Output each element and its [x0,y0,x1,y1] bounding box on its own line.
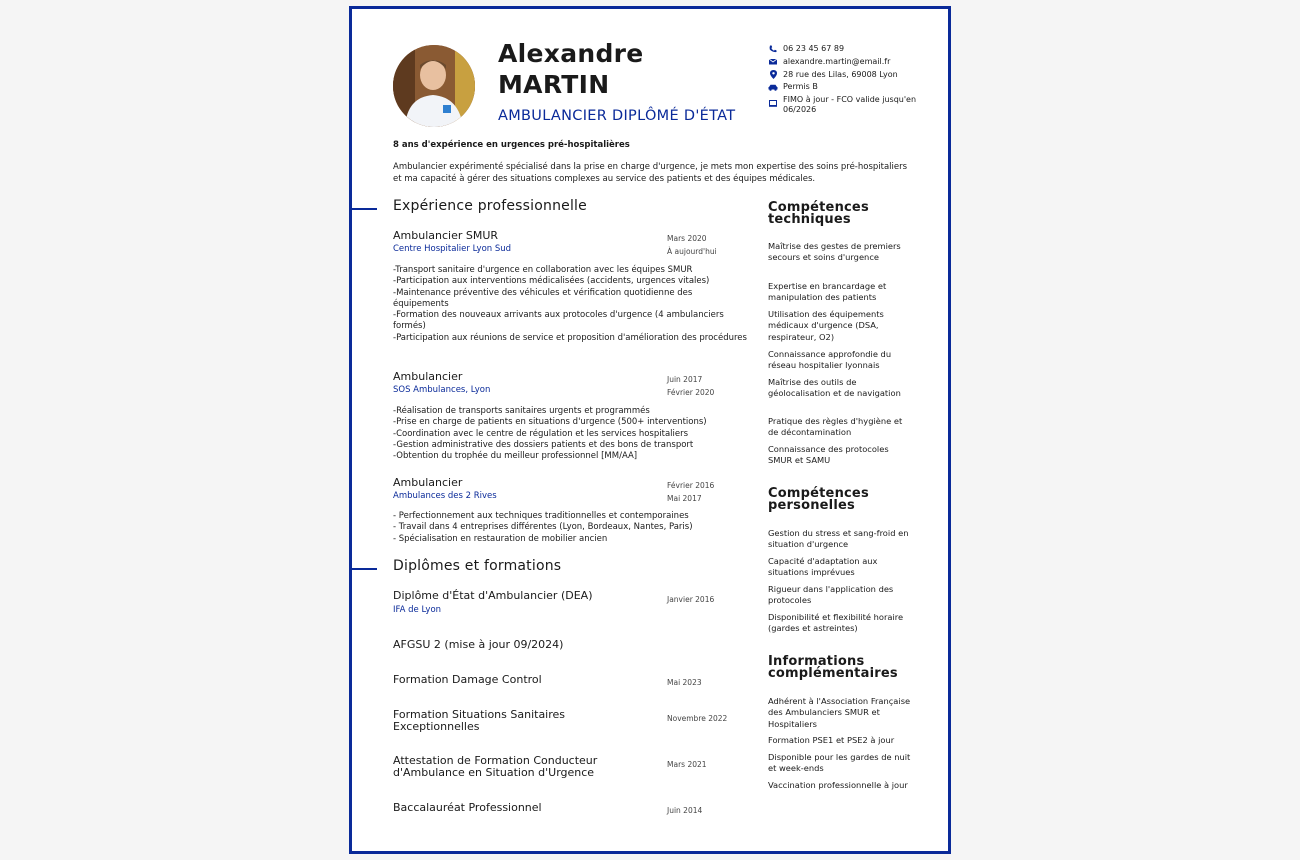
experience-bullets [393,511,748,545]
education-title-item: Baccalauréat Professionnel [393,801,542,814]
profile-summary: Ambulancier expérimenté spécialisé dans la prise en charge d'urgence, je mets mon expertise des soins pré-hospitaliers et ma capacité à gérer des situations complexes au service des patients et des équipes médicales. [393,162,908,184]
experience-date-start: Juin 2017 [667,375,703,384]
skill-item: Pratique des règles d'hygiène et de décontamination [768,416,903,438]
contact-certificate [768,95,928,115]
skill-item: Maîtrise des outils de géolocalisation et de navigation [768,377,901,399]
phone-icon [768,44,778,54]
bullet-item: -Coordination avec le centre de régulation et les services hospitaliers [393,428,689,439]
technical-skills-title: Compétences techniques [768,200,869,227]
education-title: Diplômes et formations [393,558,562,574]
education-title-item: AFGSU 2 (mise à jour 09/2024) [393,638,564,651]
experience-bullets [393,265,748,344]
experience-title: Expérience professionnelle [393,198,587,214]
experience-bullets [393,406,748,462]
education-title-item: Formation Damage Control [393,673,542,686]
education-date: Janvier 2016 [667,595,715,604]
info-item: Disponible pour les gardes de nuit et week-ends [768,752,911,774]
bullet-item: -Maintenance préventive des véhicules et vérification quotidienne des équipements [393,287,693,309]
section-marker [352,568,377,570]
education-title-item: Formation Situations Sanitaires Exceptionnelles [393,708,566,733]
experience-date-start: Mars 2020 [667,234,707,243]
additional-info-title: Informations complémentaires [768,654,898,681]
bullet-item: -Participation aux réunions de service et proposition d'amélioration des procédures [393,332,747,343]
contact-block [768,44,928,118]
personal-skills-title: Compétences personelles [768,486,869,513]
education-date: Juin 2014 [667,806,703,815]
bullet-item: -Prise en charge de patients en situations d'urgence (500+ interventions) [393,417,707,428]
bullet-item: - Spécialisation en restauration de mobilier ancien [393,533,608,544]
last-name: MARTIN [498,70,610,99]
experience-job-title: Ambulancier [393,476,463,489]
certificate-icon [768,98,778,108]
skill-item: Connaissance approfondie du réseau hospitalier lyonnais [768,349,892,371]
education-title-item: Attestation de Formation Conducteur d'Ambulance en Situation d'Urgence [393,754,598,779]
email-icon [768,57,778,67]
experience-date-end: À aujourd'hui [667,247,717,256]
skill-item: Gestion du stress et sang-froid en situation d'urgence [768,528,909,550]
experience-date-end: Février 2020 [667,388,715,397]
contact-email [768,57,928,67]
skill-item: Connaissance des protocoles SMUR et SAMU [768,444,889,466]
bullet-item: -Obtention du trophée du meilleur professionnel [MM/AA] [393,451,638,462]
job-title: AMBULANCIER DIPLÔMÉ D'ÉTAT [498,108,736,124]
contact-address [768,70,928,80]
profile-photo [393,45,475,127]
experience-org: Ambulances des 2 Rives [393,491,497,501]
bullet-item: -Réalisation de transports sanitaires urgents et programmés [393,406,650,416]
contact-text: Permis B [783,82,818,92]
skill-item: Capacité d'adaptation aux situations imprévues [768,556,878,578]
bullet-item: - Perfectionnement aux techniques traditionnelles et contemporaines [393,511,689,521]
car-icon [768,82,778,92]
experience-job-title: Ambulancier [393,370,463,383]
contact-phone [768,44,928,54]
experience-job-title: Ambulancier SMUR [393,229,499,242]
location-icon [768,70,778,80]
experience-date-end: Mai 2017 [667,494,702,503]
tagline: 8 ans d'expérience en urgences pré-hospitalières [393,140,630,150]
skill-item: Maîtrise des gestes de premiers secours et soins d'urgence [768,241,901,263]
bullet-item: -Formation des nouveaux arrivants aux protocoles d'urgence (4 ambulanciers formés) [393,310,724,332]
experience-org: Centre Hospitalier Lyon Sud [393,244,512,254]
info-item: Vaccination professionnelle à jour [768,780,908,790]
info-item: Formation PSE1 et PSE2 à jour [768,735,895,745]
education-date: Novembre 2022 [667,714,728,723]
experience-date-start: Février 2016 [667,481,715,490]
resume-page [349,6,951,854]
skill-item: Expertise en brancardage et manipulation des patients [768,281,887,303]
contact-license [768,82,928,92]
bullet-item: - Travail dans 4 entreprises différentes (Lyon, Bordeaux, Nantes, Paris) [393,522,693,533]
first-name: Alexandre [498,39,644,68]
experience-org: SOS Ambulances, Lyon [393,385,491,395]
contact-text: alexandre.martin@email.fr [783,56,891,66]
bullet-item: -Participation aux interventions médicalisées (accidents, urgences vitales) [393,276,710,287]
contact-text: 28 rue des Lilas, 69008 Lyon [783,69,898,79]
education-org: IFA de Lyon [393,605,442,615]
skill-item: Rigueur dans l'application des protocoles [768,584,894,606]
section-marker [352,208,377,210]
skill-item: Utilisation des équipements médicaux d'urgence (DSA, respirateur, O2) [768,309,884,342]
contact-text: 06 23 45 67 89 [783,44,845,53]
contact-text: FIMO à jour - FCO valide jusqu'en 06/2026 [783,95,917,115]
info-item: Adhérent à l'Association Française des Ambulanciers SMUR et Hospitaliers [768,696,911,729]
bullet-item: -Gestion administrative des dossiers patients et des bons de transport [393,439,694,450]
education-title-item: Diplôme d'État d'Ambulancier (DEA) [393,589,593,602]
education-date: Mars 2021 [667,760,707,769]
education-date: Mai 2023 [667,678,702,687]
skill-item: Disponibilité et flexibilité horaire (gardes et astreintes) [768,612,904,634]
bullet-item: -Transport sanitaire d'urgence en collaboration avec les équipes SMUR [393,265,693,275]
